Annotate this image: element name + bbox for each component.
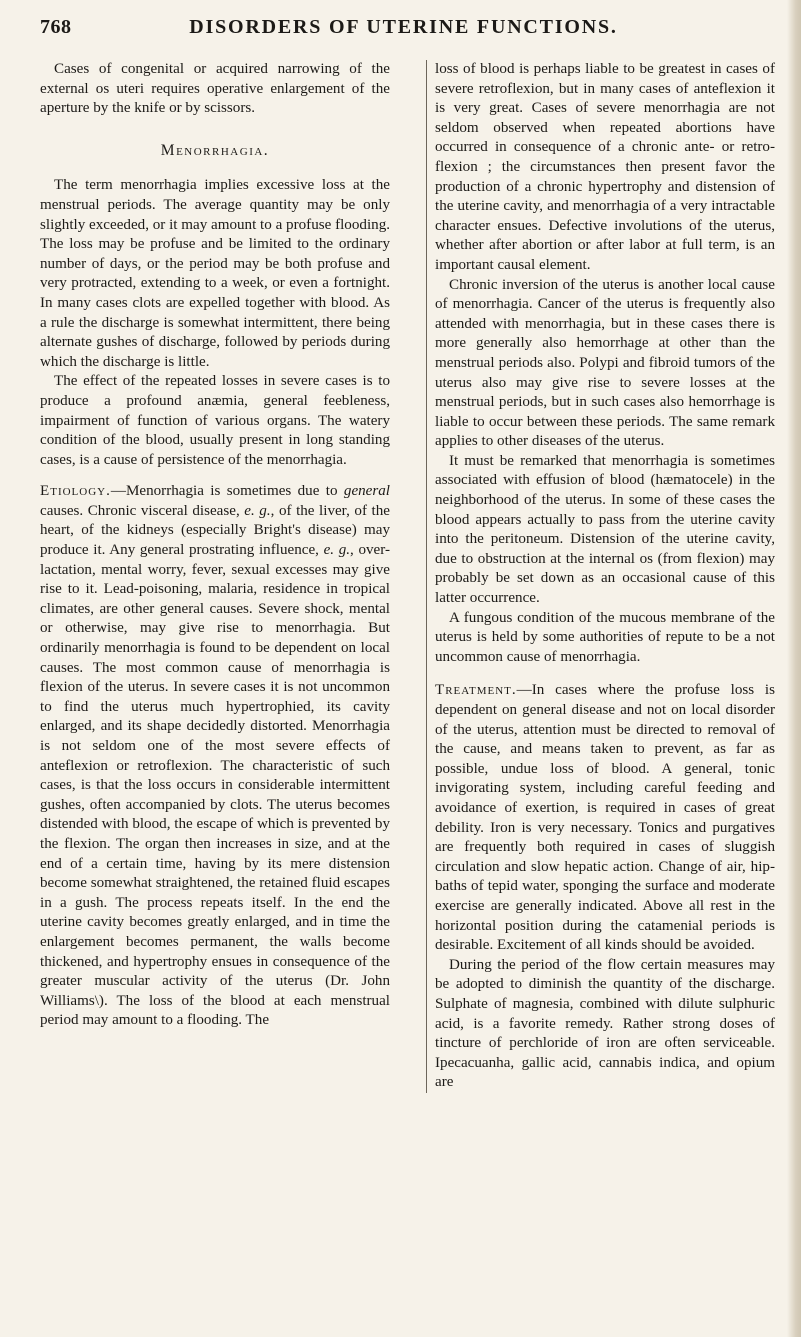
etiology-text: , over-lactation, mental worry, fever, sexual excesses may give rise to it. Lead-poisoning, malaria, residence in tropical climates, are other general causes. Severe shock, mental or otherwise, may give rise to menorrhagia. But ordinarily menorrhagia is found to be dependent on local causes. The most common cause of menorrhagia is flexion of the uterus. In severe cases it is not uncommon to find the uterus much hypertrophied, its cavity enlarged, and its shape decidedly distorted. Menorrhagia is not seldom one of the most severe effects of anteflexion or retroflexion. The characteristic of such cases, is that the loss occurs in considerable intermittent gushes, often accompanied by clots. The uterus becomes distended with blood, the escape of which is prevented by the flexion. The organ then increases in size, and at the end of a certain time, having by its mere distension become somewhat straightened, the retained fluid escapes in a gush. The process repeats itself. In the end the uterine cavity becomes greatly enlarged, and in time the enlargement becomes permanent, the walls become thickened, and hypertrophy ensues in consequence of the greater muscular activity of the uterus (Dr. John Williams\). The loss of the blood at each menstrual period may amount to a flooding. The: [40, 542, 390, 1029]
running-title: DISORDERS OF UTERINE FUNCTIONS.: [189, 16, 618, 38]
page-number: 768: [40, 16, 72, 38]
right-column: [426, 60, 775, 1093]
etiology-text: —Menorrhagia is sometimes due to: [110, 483, 344, 500]
text-columns: [40, 60, 775, 1093]
paragraph: Chronic inversion of the uterus is another local cause of menorrhagia. Cancer of the uterus is frequently also attended with menorrhagia, but in these cases there is more generally also hemorrhage at other than the menstrual periods also. Polypi and fibroid tumors of the uterus also may give rise to severe losses at the menstrual periods, but in such cases also hemorrhage is liable to occur between these periods. The same remark applies to other diseases of the uterus.: [435, 276, 775, 450]
left-column: [40, 60, 390, 1093]
paragraph: loss of blood is perhaps liable to be greatest in cases of severe retroflexion, but in many cases of anteflexion it is very great. Cases of severe menorrhagia are not seldom observed when repeated abortions have occurred in consequence of a chronic ante- or retro-flexion ; the circumstances then present favor the production of a chronic hypertrophy and distension of the uterine cavity, and menorrhagia of a very intractable character ensues. Defective involutions of the uterus, whether after abortion or after labor at full term, is an important causal element.: [435, 61, 775, 273]
italic-abbrev: e. g.: [244, 502, 271, 519]
page-header: [40, 16, 775, 42]
treatment-heading: Treatment.: [435, 682, 517, 699]
etiology-heading: Etiology.: [40, 483, 111, 500]
treatment-text: —In cases where the profuse loss is dependent on general disease and not on local disorder of the uterus, attention must be directed to removal of the cause, and means taken to prevent, as far as possible, undue loss of blood. A general, tonic invigorating system, including careful feeding and avoidance of exertion, is required in cases of great debility. Iron is very necessary. Tonics and purgatives are frequently both required in cases of sluggish circulation and slow hepatic action. Change of air, hip-baths of tepid water, sponging the surface and moderate exercise are generally indicated. Above all rest in the horizontal position during the catamenial periods is desirable. Excitement of all kinds should be avoided.: [435, 682, 775, 954]
italic-abbrev: e. g.: [323, 542, 351, 559]
paragraph: A fungous condition of the mucous membrane of the uterus is held by some authorities of repute to be a not uncommon cause of menorrhagia.: [435, 609, 775, 665]
page-edge-shadow: [787, 0, 801, 1337]
paragraph: The term menorrhagia implies excessive loss at the menstrual periods. The average quantity may be only slightly exceeded, or it may amount to a profuse flooding. The loss may be profuse and be limited to the ordinary number of days, or the period may be both profuse and very protracted, extending to a week, or even a fortnight. In many cases clots are expelled together with blood. As a rule the discharge is somewhat intermittent, there being alternate gushes of discharge, followed by periods during which the discharge is little.: [40, 177, 391, 370]
etiology-text: causes. Chronic visceral disease,: [40, 502, 245, 519]
etiology-paragraph: [40, 482, 390, 1031]
intro-paragraph: Cases of congenital or acquired narrowing of the external os uteri requires operative enlargement of the aperture by the knife or by scissors.: [40, 61, 390, 117]
treatment-paragraph: [435, 681, 775, 955]
section-title: Menorrhagia.: [160, 141, 270, 159]
etiology-text: , of the liver, of the heart, of the kidneys (especially Bright's disease) may produce it. Any general prostrating influence,: [40, 502, 390, 559]
paragraph: During the period of the flow certain measures may be adopted to diminish the quantity of the discharge. Sulphate of magnesia, combined with dilute sulphuric acid, is a favorite remedy. Rather strong doses of tincture of perchloride of iron are often serviceable. Ipecacuanha, gallic acid, cannabis indica, and opium are: [435, 956, 775, 1091]
paragraph: The effect of the repeated losses in severe cases is to produce a profound anæmia, general feebleness, impairment of function of various organs. The watery condition of the blood, usually present in long standing cases, is a cause of persistence of the menorrhagia.: [40, 373, 390, 468]
italic-term: general: [343, 483, 390, 500]
paragraph: It must be remarked that menorrhagia is sometimes associated with effusion of blood (hæmatocele) in the neighborhood of the uterus. In some of these cases the blood appears actually to pass from the uterine cavity into the peritoneum. Distension of the uterine cavity, due to obstruction at the internal os (from flexion) may probably be set down as an occasional cause of this latter occurrence.: [435, 452, 775, 607]
